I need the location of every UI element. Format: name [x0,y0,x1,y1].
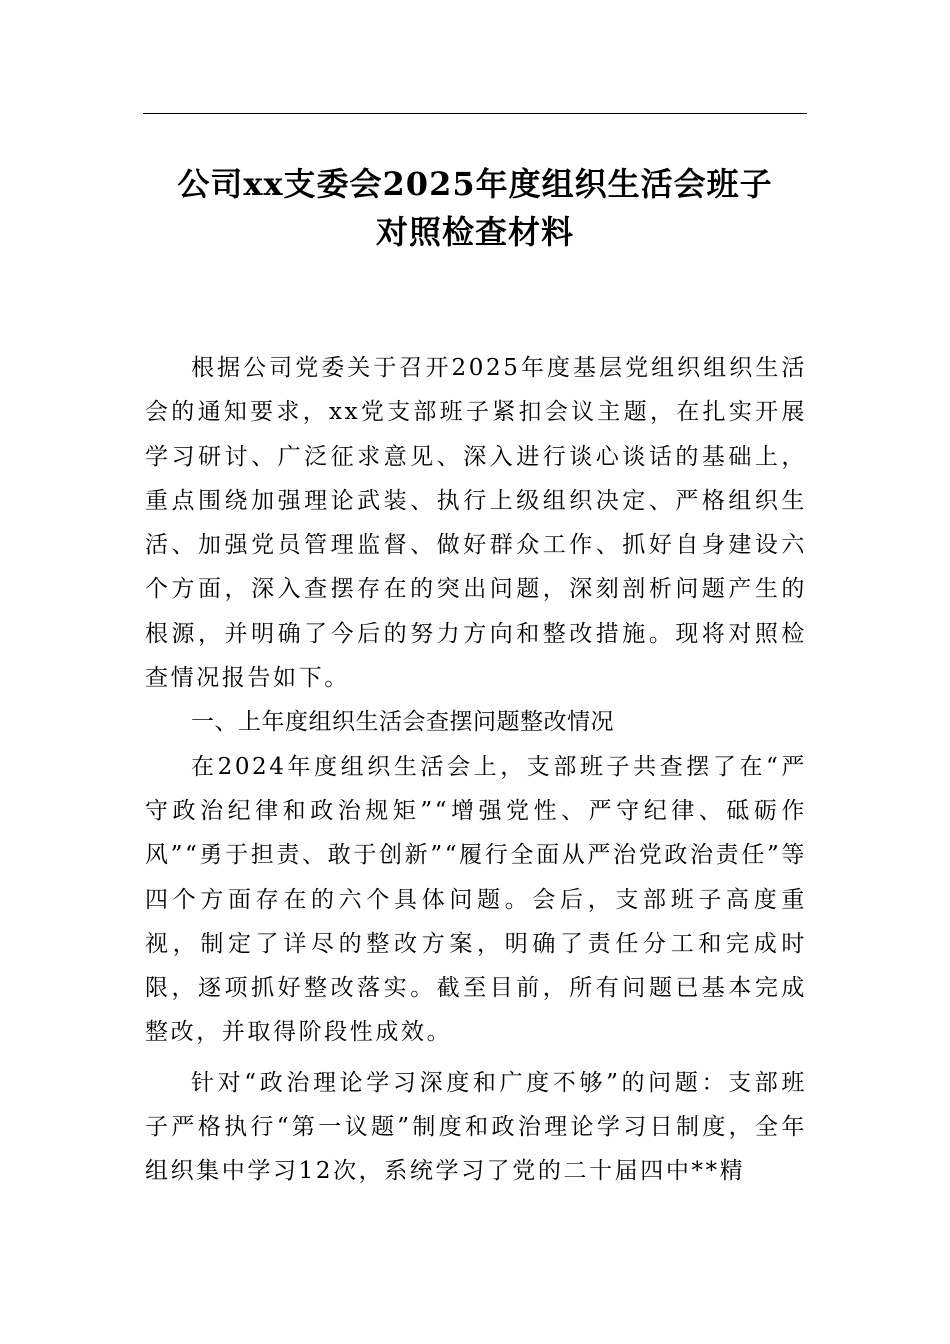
header-rule [143,113,807,114]
title-line-2: 对照检查材料 [375,213,574,251]
document-title [143,160,807,256]
section-heading-1: 一、上年度组织生活会查摆问题整改情况 [191,709,614,736]
theory-study-paragraph: 针对“政治理论学习深度和广度不够”的问题：支部班子严格执行“第一议题”制度和政治理论学习日制度，全年组织集中学习12次，系统学习了党的二十届四中**精 [145,1069,807,1185]
document-body [145,346,807,1194]
rectification-paragraph: 在2024年度组织生活会上，支部班子共查摆了在“严守政治纪律和政治规矩”“增强党性、严守纪律、砥砺作风”“勇于担责、敢于创新”“履行全面从严治党政治责任”等四个方面存在的六个具体问题。会后，支部班子高度重视，制定了详尽的整改方案，明确了责任分工和完成时限，逐项抓好整改落实。截至目前，所有问题已基本完成整改，并取得阶段性成效。 [145,753,807,1046]
intro-paragraph: 根据公司党委关于召开2025年度基层党组织组织生活会的通知要求，xx党支部班子紧扣会议主题，在扎实开展学习研讨、广泛征求意见、深入进行谈心谈话的基础上，重点围绕加强理论武装、执行上级组织决定、严格组织生活、加强党员管理监督、做好群众工作、抓好自身建设六个方面，深入查摆存在的突出问题，深刻剖析问题产生的根源，并明确了今后的努力方向和整改措施。现将对照检查情况报告如下。 [145,355,807,692]
title-line-1: 公司xx支委会2025年度组织生活会班子 [177,165,773,203]
